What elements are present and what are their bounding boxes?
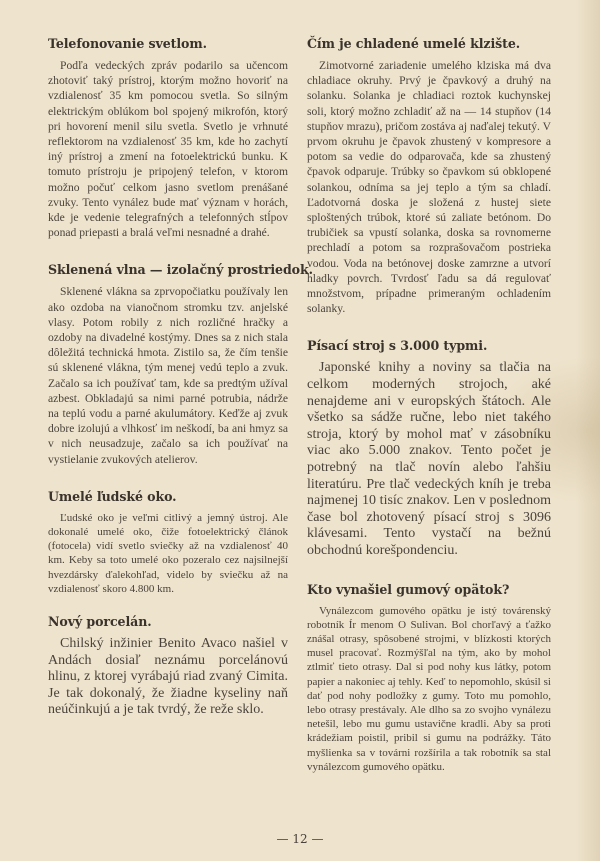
article-body: Zimotvorné zariadenie umelého klziska má dva chladiace okruhy. Prvý je čpavkový a druhý na solanku. Solanka je chladiaci roztok kuchynskej soli, ktorý možno zchladiť až na — 14 stupňov (14 stupňov mrazu), pričom zostáva aj naďalej tekutý. V prvom okruhu je čpavok zhustený v kompresore a potom sa vedie do odparovača, kde sa zhustený čpavok odparuje. Trúbky so čpavkom sú obklopené solankou, odníma sa jej teplo a tým sa chladí. Ľadotvorná doska je složená z hustej siete sploštených trúbok, ktoré sú zaliate betónom. Do trubičiek sa vpustí solanka, doska sa rovnomerne prechladí a potom sa rozprašovačom postrieka vodou. Voda na betónovej doske zamrzne a utvorí hladky povrch. Tvrdosť ľadu sa dá regulovať množstvom, prípadne primeraným ochladením solanky. — [307, 59, 551, 316]
article-body: Podľa vedeckých zpráv podarilo sa učencom zhotoviť taký prístroj, ktorým možno hovoriť na vzdialenosť 35 km pomocou svetla. So silným elektrickým oblúkom bol spojený mikrofón, ktorý pri hovorení menil silu svetla. Svetlo je vrhnuté reflektorom na vzdialenosť 35 km, kde ho zachytí iný prístroj a zmení na fotoelektrickú bunku. K tomuto prístroju je pripojený telefon, v ktorom možno počuť celkom jasno svetlom prenášané zvuky. Tento vynález bude mať význam v horách, kde je vedenie telegrafných a telefonných stĺpov ponad priepasti a bralá veľmi nesnadné a drahé. — [48, 59, 288, 240]
article-umele-klziste — [307, 36, 551, 316]
article-sklenena-vlna — [48, 262, 313, 466]
article-title: Kto vynašiel gumový opätok? — [307, 581, 510, 597]
article-title: Telefonovanie svetlom. — [48, 36, 207, 51]
article-umele-ludske-oko — [48, 489, 288, 596]
article-novy-porcelan — [48, 614, 288, 719]
left-column — [48, 36, 313, 719]
article-title: Písací stroj s 3.000 typmi. — [307, 338, 488, 354]
article-body: Sklenené vlákna sa zprvopočiatku používaly len ako ozdoba na vianočnom stromku tzv. anjelské vlasy. Potom robily z nich rozličné hračky a ozdoby na divadelné kostýmy. Dnes sa z nich stala dôležitá technická hmota. Zistilo sa, že čím tenšie sú sklenené vlákna, tým menej vedú teplo a zvuk. Začalo sa ich používať tam, kde sa predtým užíval azbest. Obkladajú sa nimi parné potrubia, nádrže na teplú vodu a parné akulumátory. Keďže aj zvuk dobre izolujú a vlhkosť im neškodí, ba ani hmyz sa v nich neusadzuje, začalo sa ich používať na vystielanie zvukových atelierov. — [48, 285, 288, 466]
article-title: Sklenená vlna — izolačný prostriedok. — [48, 262, 313, 278]
page-number: — 12 — — [276, 832, 324, 846]
article-pisaci-stroj — [307, 338, 551, 559]
article-title: Čím je chladené umelé klzište. — [307, 36, 521, 51]
article-body: Vynálezcom gumového opätku je istý továrenský robotník Ír menom O Sulivan. Bol chorľavý a ťažko znášal otrasy, spôsobené strojmi, v blízkosti ktorých musel pracovať. Rozmýšľal na tým, ako by mohol ztlmiť tieto otrasy. Dal si pod nohy kus látky, potom papier a nakoniec aj tehly. Keď to nepomohlo, skúsil si dať pod nohy podložky z gumy. Toto mu pomohlo, lebo otrasy prestávaly. Ale dlho sa zo svojho vynálezu netešil, lebo mu gumu ustavične kradli. Aby sa proti krádežiam poistil, pribil si gumu na podrážky. Táto myšlienka sa v továrni rozšírila a tak robotník sa stal vynálezcom gumového opätku. — [307, 604, 551, 773]
article-body: Ľudské oko je veľmi citlivý a jemný ústroj. Ale dokonalé umelé oko, čiže fotoelektrický článok (fotocela) vidí svetlo sviečky až na vzdialenosť 40 km. Keby sa toto umelé oko pozeralo cez najsilnejší hvezdársky ďalekohľad, videlo by sviečku až na vzdialenosť skoro 4.800 km. — [48, 511, 288, 595]
article-gumovy-opatok — [307, 582, 551, 774]
article-body: Japonské knihy a noviny sa tlačia na celkom moderných strojoch, aké nenajdeme ani v europských štátoch. Ale všetko sa sádže ručne, lebo niet takého stroja, ktorý by mohol mať v zásobníku viac ako 5.000 znakov. Tento počet je potrebný na tlač novín alebo ľahšiu literatúru. Pre tlač vedeckých kníh je treba najmenej 10 tisíc znakov. Len v poslednom čase bol zhotovený písací stroj s 3096 klávesami. Tento vystačí na bežnú obchodnú korešpondenciu. — [307, 360, 551, 558]
article-title: Nový porcelán. — [48, 614, 152, 630]
article-body: Chilský inžinier Benito Avaco našiel v Andách dosiaľ neznámu porcelánovú hlinu, z ktorej vyrábajú riad zvaný Cimita. Je tak dokonalý, že žiadne kyseliny naň neúčinkujú a je tak tvrdý, že reže sklo. — [48, 636, 288, 718]
article-telefonovanie-svetlom — [48, 36, 288, 240]
article-title: Umelé ľudské oko. — [48, 488, 177, 504]
right-column — [307, 36, 551, 774]
